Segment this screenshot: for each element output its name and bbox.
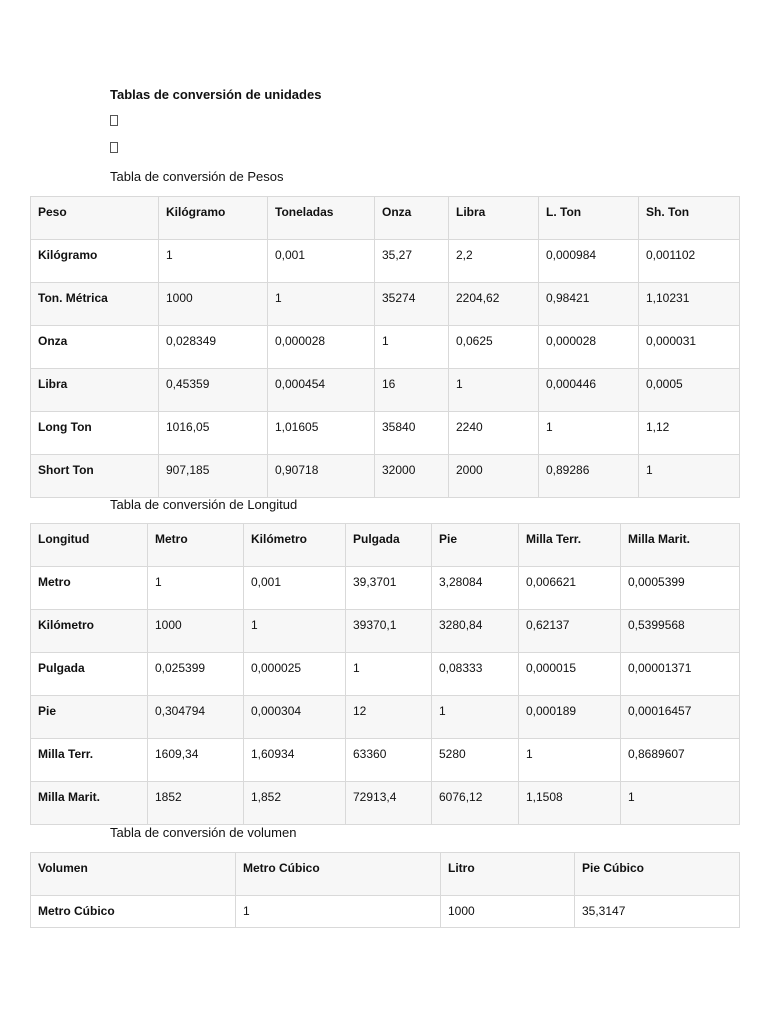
table-cell: 0,000446 [539, 369, 639, 412]
column-header: Kilógramo [159, 197, 268, 240]
row-label: Long Ton [31, 412, 159, 455]
table-cell: 39,3701 [346, 567, 432, 610]
table-cell: 1 [148, 567, 244, 610]
table-cell: 1 [519, 739, 621, 782]
caption-longitud: Tabla de conversión de Longitud [110, 497, 298, 512]
row-label: Libra [31, 369, 159, 412]
table-cell: 1 [449, 369, 539, 412]
row-label: Metro [31, 567, 148, 610]
column-header: L. Ton [539, 197, 639, 240]
column-header: Milla Marit. [621, 524, 740, 567]
column-header: Peso [31, 197, 159, 240]
table-cell: 0,8689607 [621, 739, 740, 782]
table-cell: 0,028349 [159, 326, 268, 369]
table-cell: 1852 [148, 782, 244, 825]
caption-volumen: Tabla de conversión de volumen [110, 825, 297, 840]
table-cell: 5280 [432, 739, 519, 782]
table-cell: 63360 [346, 739, 432, 782]
table-cell: 2,2 [449, 240, 539, 283]
table-cell: 0,304794 [148, 696, 244, 739]
column-header: Pie [432, 524, 519, 567]
table-cell: 0,000454 [268, 369, 375, 412]
table-cell: 0,000015 [519, 653, 621, 696]
table-cell: 0,000189 [519, 696, 621, 739]
missing-glyph-icon [110, 142, 118, 153]
table-cell: 0,025399 [148, 653, 244, 696]
table-cell: 0,00016457 [621, 696, 740, 739]
row-label: Kilógramo [31, 240, 159, 283]
table-cell: 1 [346, 653, 432, 696]
column-header: Pulgada [346, 524, 432, 567]
column-header: Sh. Ton [639, 197, 740, 240]
table-pesos [30, 196, 740, 498]
table-row [31, 326, 740, 369]
table-cell: 6076,12 [432, 782, 519, 825]
row-label: Short Ton [31, 455, 159, 498]
row-label: Milla Marit. [31, 782, 148, 825]
table-row [31, 567, 740, 610]
table-cell: 1,01605 [268, 412, 375, 455]
column-header: Onza [375, 197, 449, 240]
table-cell: 0,0005399 [621, 567, 740, 610]
table-cell: 1609,34 [148, 739, 244, 782]
table-cell: 0,08333 [432, 653, 519, 696]
column-header: Metro Cúbico [236, 853, 441, 896]
caption-pesos: Tabla de conversión de Pesos [110, 169, 284, 184]
table-row [31, 739, 740, 782]
table-row [31, 610, 740, 653]
document-title: Tablas de conversión de unidades [110, 87, 322, 102]
table-cell: 0,45359 [159, 369, 268, 412]
table-cell: 1000 [159, 283, 268, 326]
row-label: Pie [31, 696, 148, 739]
column-header: Toneladas [268, 197, 375, 240]
column-header: Longitud [31, 524, 148, 567]
row-label: Metro Cúbico [31, 896, 236, 928]
table-cell: 35,27 [375, 240, 449, 283]
table-cell: 1,852 [244, 782, 346, 825]
row-label: Onza [31, 326, 159, 369]
table-cell: 0,5399568 [621, 610, 740, 653]
table-cell: 0,000984 [539, 240, 639, 283]
row-label: Milla Terr. [31, 739, 148, 782]
column-header: Libra [449, 197, 539, 240]
table-cell: 0,006621 [519, 567, 621, 610]
table-cell: 907,185 [159, 455, 268, 498]
table-header-row [31, 853, 740, 896]
table-cell: 12 [346, 696, 432, 739]
table-cell: 1 [268, 283, 375, 326]
table-cell: 0,000025 [244, 653, 346, 696]
table-cell: 1016,05 [159, 412, 268, 455]
column-header: Milla Terr. [519, 524, 621, 567]
table-cell: 0,62137 [519, 610, 621, 653]
column-header: Pie Cúbico [575, 853, 740, 896]
table-cell: 0,000304 [244, 696, 346, 739]
table-cell: 1 [639, 455, 740, 498]
table-cell: 0,0625 [449, 326, 539, 369]
table-cell: 0,000028 [539, 326, 639, 369]
table-cell: 3,28084 [432, 567, 519, 610]
table-row [31, 896, 740, 928]
table-cell: 1,60934 [244, 739, 346, 782]
table-cell: 2000 [449, 455, 539, 498]
table-cell: 0,001 [268, 240, 375, 283]
row-label: Kilómetro [31, 610, 148, 653]
table-volumen [30, 852, 740, 928]
table-row [31, 369, 740, 412]
table-cell: 1,12 [639, 412, 740, 455]
table-cell: 1 [159, 240, 268, 283]
table-cell: 0,001 [244, 567, 346, 610]
table-cell: 0,0005 [639, 369, 740, 412]
table-cell: 32000 [375, 455, 449, 498]
table-row [31, 455, 740, 498]
table-cell: 35274 [375, 283, 449, 326]
table-cell: 0,90718 [268, 455, 375, 498]
table-cell: 1 [621, 782, 740, 825]
row-label: Pulgada [31, 653, 148, 696]
table-cell: 72913,4 [346, 782, 432, 825]
column-header: Kilómetro [244, 524, 346, 567]
table-cell: 1 [244, 610, 346, 653]
table-row [31, 653, 740, 696]
table-cell: 35,3147 [575, 896, 740, 928]
table-row [31, 240, 740, 283]
table-cell: 0,00001371 [621, 653, 740, 696]
table-cell: 0,89286 [539, 455, 639, 498]
table-cell: 16 [375, 369, 449, 412]
table-header-row [31, 524, 740, 567]
table-cell: 0,001102 [639, 240, 740, 283]
table-cell: 1 [236, 896, 441, 928]
table-row [31, 782, 740, 825]
column-header: Litro [441, 853, 575, 896]
column-header: Volumen [31, 853, 236, 896]
table-cell: 1,10231 [639, 283, 740, 326]
table-cell: 39370,1 [346, 610, 432, 653]
row-label: Ton. Métrica [31, 283, 159, 326]
table-row [31, 412, 740, 455]
table-cell: 1000 [441, 896, 575, 928]
table-row [31, 696, 740, 739]
table-cell: 3280,84 [432, 610, 519, 653]
table-cell: 1,1508 [519, 782, 621, 825]
table-cell: 0,000028 [268, 326, 375, 369]
column-header: Metro [148, 524, 244, 567]
table-cell: 0,98421 [539, 283, 639, 326]
table-cell: 2204,62 [449, 283, 539, 326]
table-cell: 1000 [148, 610, 244, 653]
table-cell: 35840 [375, 412, 449, 455]
table-longitud [30, 523, 740, 825]
table-cell: 1 [375, 326, 449, 369]
table-cell: 1 [539, 412, 639, 455]
table-cell: 0,000031 [639, 326, 740, 369]
table-cell: 2240 [449, 412, 539, 455]
table-cell: 1 [432, 696, 519, 739]
missing-glyph-icon [110, 115, 118, 126]
table-header-row [31, 197, 740, 240]
table-row [31, 283, 740, 326]
